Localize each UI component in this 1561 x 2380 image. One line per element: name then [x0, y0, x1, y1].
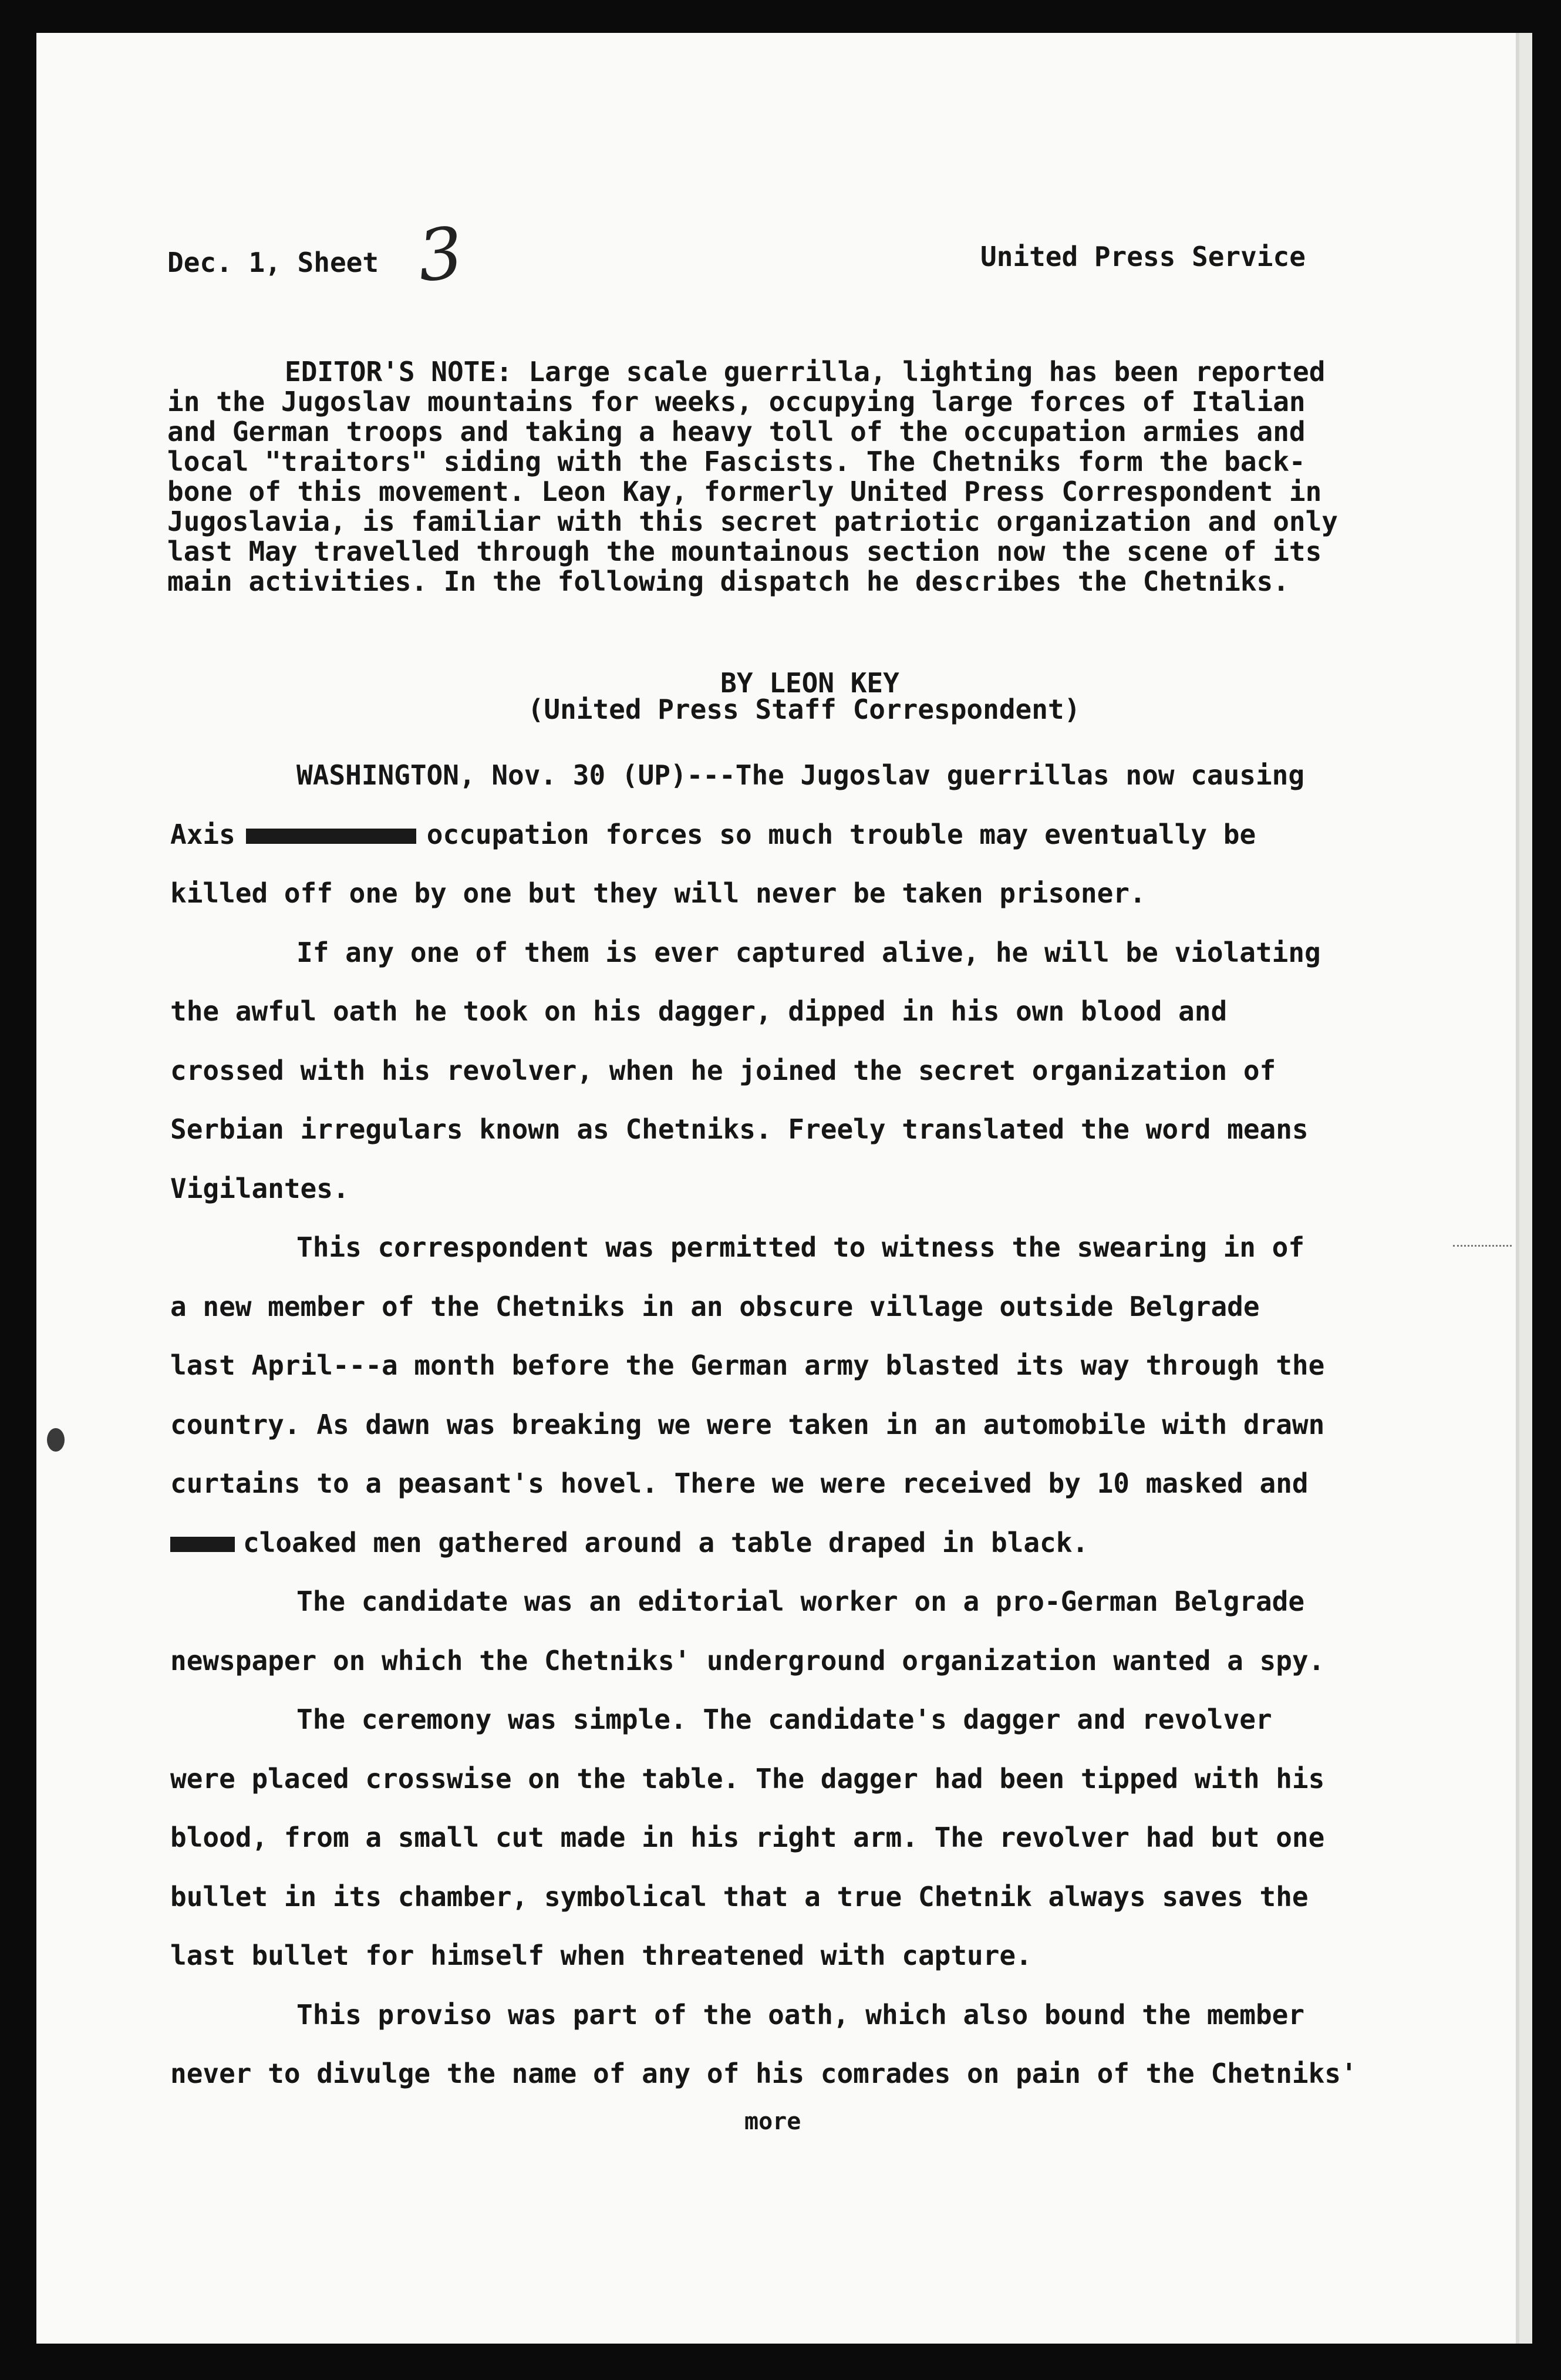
body-line: a new member of the Chetniks in an obscure village outside Belgrade — [170, 1290, 1260, 1322]
struck-out-word — [170, 1537, 235, 1552]
body-line-text: cloaked men gathered around a table draped in black. — [243, 1526, 1089, 1558]
body-line: were placed crosswise on the table. The dagger had been tipped with his — [170, 1762, 1325, 1795]
body-line-text: occupation forces so much trouble may eventually be — [426, 818, 1256, 850]
sheet-label: Dec. 1, Sheet — [167, 247, 379, 278]
continuation-marker: more — [744, 2108, 801, 2135]
service-label: United Press Service — [980, 241, 1306, 272]
body-line: country. As dawn was breaking we were taken in an automobile with drawn — [170, 1408, 1325, 1440]
body-line: killed off one by one but they will never be taken prisoner. — [170, 877, 1146, 909]
note-line: bone of this movement. Leon Kay, formerly United Press Correspondent in — [167, 476, 1322, 507]
body-line: WASHINGTON, Nov. 30 (UP)---The Jugoslav guerrillas now causing — [296, 759, 1305, 791]
body-line: This correspondent was permitted to witness the swearing in of — [296, 1231, 1305, 1263]
note-line: EDITOR'S NOTE: Large scale guerrilla, lighting has been reported — [285, 356, 1326, 388]
body-line: curtains to a peasant's hovel. There we were received by 10 masked and — [170, 1467, 1309, 1499]
stray-mark — [1453, 1245, 1512, 1250]
body-line: last bullet for himself when threatened with capture. — [170, 1940, 1032, 1971]
note-line: Jugoslavia, is familiar with this secret patriotic organization and only — [167, 506, 1338, 537]
body-line: Serbian irregulars known as Chetniks. Freely translated the word means — [170, 1113, 1309, 1145]
body-line: blood, from a small cut made in his right arm. The revolver had but one — [170, 1822, 1325, 1853]
body-line: the awful oath he took on his dagger, dipped in his own blood and — [170, 995, 1228, 1027]
editors-note — [167, 357, 1459, 597]
body-line: never to divulge the name of any of his comrades on pain of the Chetniks' — [170, 2058, 1357, 2089]
body-line-cloaked — [170, 1513, 1462, 1573]
article-body — [170, 746, 1462, 2103]
body-line: crossed with his revolver, when he joined the secret organization of — [170, 1054, 1276, 1086]
body-line: The ceremony was simple. The candidate's dagger and revolver — [296, 1704, 1272, 1735]
handwritten-sheet-number: 3 — [413, 212, 467, 298]
body-line: The candidate was an editorial worker on a pro-German Belgrade — [296, 1585, 1305, 1617]
punch-hole — [47, 1428, 65, 1452]
note-line: main activities. In the following dispatch he describes the Chetniks. — [167, 565, 1289, 597]
note-line: local "traitors" siding with the Fascists. The Chetniks form the back- — [167, 446, 1306, 477]
body-line: Vigilantes. — [170, 1172, 349, 1204]
byline-title: (United Press Staff Correspondent) — [527, 694, 1081, 725]
body-line: last April---a month before the German army blasted its way through the — [170, 1349, 1325, 1381]
body-line: If any one of them is ever captured alive, he will be violating — [296, 936, 1321, 968]
axis-word: Axis — [170, 818, 235, 850]
note-line: and German troops and taking a heavy toll of the occupation armies and — [167, 416, 1306, 447]
struck-out-word — [246, 829, 416, 844]
body-line: newspaper on which the Chetniks' underground organization wanted a spy. — [170, 1644, 1325, 1677]
note-line: in the Jugoslav mountains for weeks, occupying large forces of Italian — [167, 386, 1306, 418]
body-line: bullet in its chamber, symbolical that a true Chetnik always saves the — [170, 1880, 1309, 1913]
body-line: This proviso was part of the oath, which also bound the member — [296, 1998, 1305, 2031]
note-line: last May travelled through the mountainous section now the scene of its — [167, 536, 1322, 567]
body-line-axis — [170, 805, 1462, 864]
byline-name: BY LEON KEY — [720, 667, 899, 699]
paper-edge — [1519, 33, 1532, 2344]
